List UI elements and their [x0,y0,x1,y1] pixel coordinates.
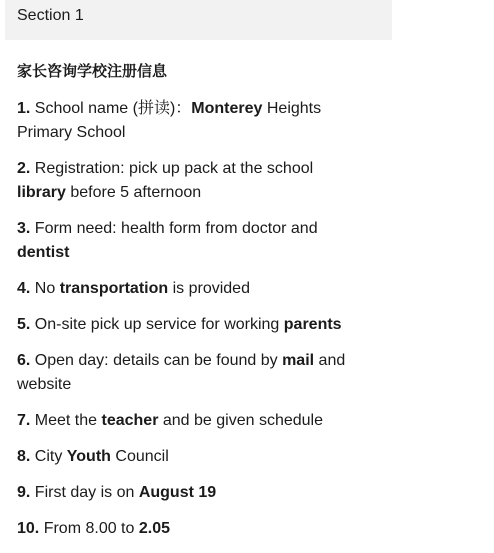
item-text: Heights Primary School [17,100,322,141]
item-number: 4. [17,280,31,297]
answer-keyword: parents [283,316,342,333]
item-text: and website [17,352,346,393]
list-item [17,157,357,205]
item-text: First day is on [30,484,139,501]
list-item [17,217,357,265]
item-text: On-site pick up service for working [30,316,284,333]
item-text: Open day: details can be found by [30,352,283,369]
item-number: 9. [17,484,31,501]
item-text: before 5 afternoon [65,184,202,201]
list-item [17,97,357,145]
list-item [17,349,387,397]
answer-keyword: Youth [66,448,111,465]
info-list [17,97,477,553]
answer-keyword: library [17,184,66,201]
list-item [17,445,477,469]
item-text: Council [110,448,169,465]
answer-keyword: 2.05 [138,520,170,537]
list-item [17,409,477,433]
answer-keyword: dentist [17,244,70,261]
item-number: 10. [17,520,40,537]
section-header-bar [5,0,392,40]
item-number: 1. [17,100,31,117]
answer-keyword: Monterey [191,100,263,117]
item-text: and be given schedule [158,412,323,429]
item-number: 2. [17,160,31,177]
item-number: 5. [17,316,31,333]
answer-keyword: transportation [59,280,169,297]
item-text: From 8.00 to [39,520,139,537]
page-heading: 家长咨询学校注册信息 [17,62,168,80]
item-text: Registration: pick up pack at the school [30,160,314,177]
item-number: 7. [17,412,31,429]
item-number: 3. [17,220,31,237]
item-text: City [30,448,67,465]
list-item [17,517,477,541]
item-text: Meet the [30,412,102,429]
item-text: is provided [168,280,250,297]
list-item [17,277,477,301]
item-text: No [30,280,60,297]
item-text: School name (拼读)： [30,100,192,117]
list-item [17,481,477,505]
answer-keyword: teacher [101,412,159,429]
section-title: Section 1 [17,7,84,24]
item-number: 8. [17,448,31,465]
list-item [17,313,477,337]
answer-keyword: mail [282,352,315,369]
item-number: 6. [17,352,31,369]
answer-keyword: August 19 [138,484,217,501]
item-text: Form need: health form from doctor and [30,220,318,237]
